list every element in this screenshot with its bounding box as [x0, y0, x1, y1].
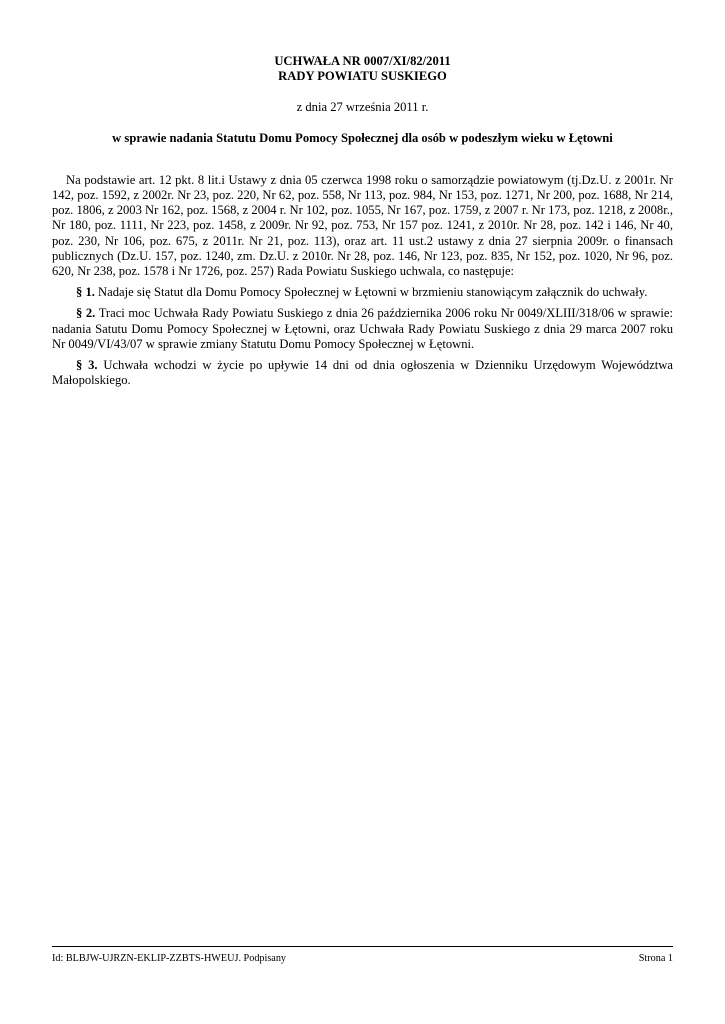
- section-number: § 1.: [76, 285, 95, 300]
- resolution-date: z dnia 27 września 2011 r.: [296, 100, 429, 115]
- page-footer: [52, 953, 673, 965]
- council-name: RADY POWIATU SUSKIEGO: [278, 69, 447, 84]
- section-text: Nadaje się Statut dla Domu Pomocy Społecznej w Łętowni w brzmieniu stanowiącym załącznik do uchwały.: [98, 285, 648, 300]
- section-3: [52, 358, 673, 388]
- section-text: Uchwała wchodzi w życie po upływie 14 dni od dnia ogłoszenia w Dzienniku Urzędowym Województwa Małopolskiego.: [52, 358, 673, 388]
- resolution-number: UCHWAŁA NR 0007/XI/82/2011: [274, 54, 451, 68]
- section-1: [52, 285, 673, 300]
- footer-divider: [52, 946, 673, 947]
- section-2: [52, 306, 673, 352]
- resolution-title: [52, 54, 673, 84]
- document-content: [52, 54, 673, 388]
- resolution-subject: w sprawie nadania Statutu Domu Pomocy Społecznej dla osób w podeszłym wieku w Łętowni: [112, 130, 613, 145]
- document-id: Id: BLBJW-UJRZN-EKLIP-ZZBTS-HWEUJ. Podpisany: [52, 953, 287, 964]
- section-text: Traci moc Uchwała Rady Powiatu Suskiego z dnia 26 października 2006 roku Nr 0049/XLIII/318/06 w sprawie: nadania Satutu Domu Pomocy Społecznej w Łętowni, oraz Uchwała Rady Powiatu Suskiego z dnia 29 marca 2007 roku Nr 0049/VI/43/07 w sprawie zmiany Statutu Domu Pomocy Społecznej w Łętowni.: [52, 306, 674, 351]
- section-number: § 2.: [76, 306, 96, 321]
- page-number: Strona 1: [638, 953, 673, 964]
- legal-basis-paragraph: Na podstawie art. 12 pkt. 8 lit.i Ustawy z dnia 05 czerwca 1998 roku o samorządzie powiatowym (tj.Dz.U. z 2001r. Nr 142, poz. 1592, z 2002r. Nr 23, poz. 220, Nr 62, poz. 558, Nr 113, poz. 984, Nr 153, poz. 1271, Nr 200, poz. 1688, Nr 214, poz. 1806, z 2003 Nr 162, poz. 1568, z 2004 r. Nr 102, poz. 1055, Nr 167, poz. 1759, z 2007 r. Nr 173, poz. 1218, z 2008r., Nr 180, poz. 1111, Nr 223, poz. 1458, z 2009r. Nr 92, poz. 753, Nr 157 poz. 1241, z 2010r. Nr 28, poz. 142 i 146, Nr 40, poz. 230, Nr 106, poz. 675, z 2011r. Nr 21, poz. 113), oraz art. 11 ust.2 ustawy z dnia 27 sierpnia 2009r. o finansach publicznych (Dz.U. 157, poz. 1240, zm. Dz.U. z 2010r. Nr 28, poz. 146, Nr 123, poz. 835, Nr 152, poz. 1020, Nr 96, poz. 620, Nr 238, poz. 1578 i Nr 1726, poz. 257) Rada Powiatu Suskiego uchwala, co następuje:: [52, 172, 673, 279]
- section-number: § 3.: [76, 358, 98, 373]
